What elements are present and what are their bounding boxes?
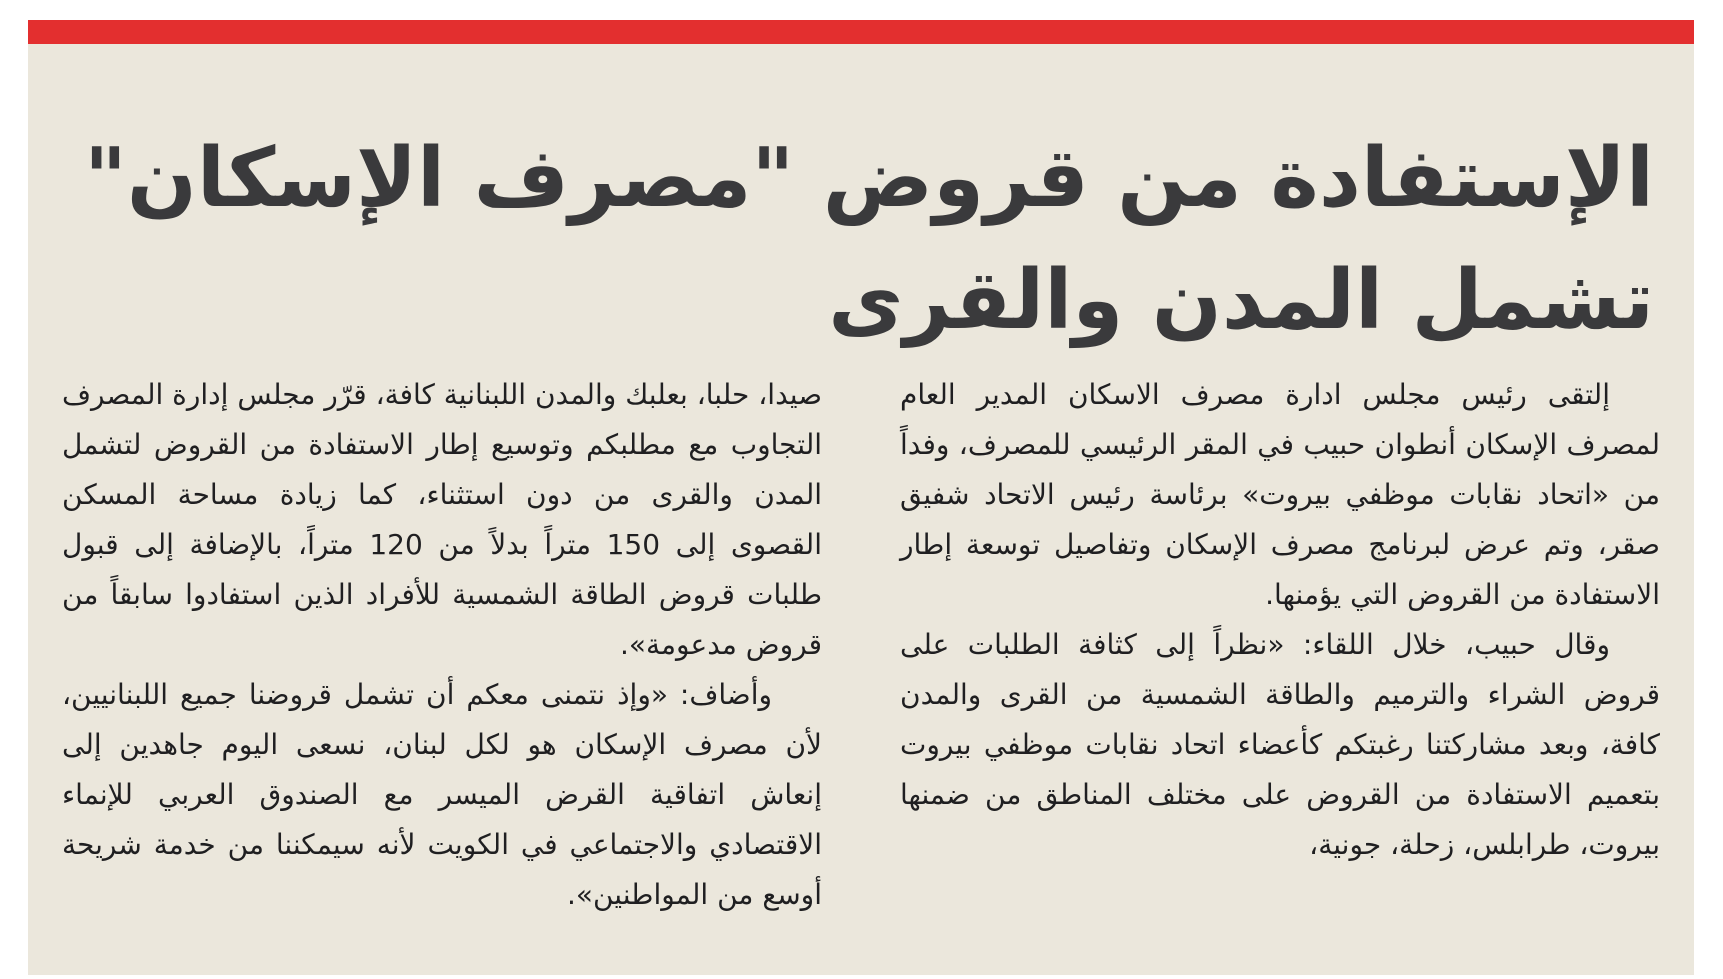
- paragraph: صيدا، حلبا، بعلبك والمدن اللبنانية كافة، قرّر مجلس إدارة المصرف التجاوب مع مطلبكم وتوسيع إطار الاستفادة من القروض لتشمل المدن والقرى من دون استثناء، كما زيادة مساحة المسكن القصوى إلى 150 متراً بدلاً من 120 متراً، بالإضافة إلى قبول طلبات قروض الطاقة الشمسية للأفراد الذين استفادوا سابقاً من قروض مدعومة».: [62, 378, 822, 661]
- column-right: [900, 370, 1660, 950]
- accent-bar: [28, 20, 1694, 44]
- paragraph: وأضاف: «وإذ نتمنى معكم أن تشمل قروضنا جميع اللبنانيين، لأن مصرف الإسكان هو لكل لبنان، نسعى اليوم جاهدين إلى إنعاش اتفاقية القرض الميسر مع الصندوق العربي للإنماء الاقتصادي والاجتماعي في الكويت لأنه سيمكننا من خدمة شريحة أوسع من المواطنين».: [62, 678, 822, 911]
- headline: [84, 118, 1654, 362]
- paragraph: إلتقى رئيس مجلس ادارة مصرف الاسكان المدير العام لمصرف الإسكان أنطوان حبيب في المقر الرئيسي للمصرف، وفداً من «اتحاد نقابات موظفي بيروت» برئاسة رئيس الاتحاد شفيق صقر، وتم عرض لبرنامج مصرف الإسكان وتفاصيل توسعة إطار الاستفادة من القروض التي يؤمنها.: [900, 378, 1660, 611]
- headline-line-1: الإستفادة من قروض "مصرف الإسكان": [84, 131, 1654, 226]
- headline-line-2: تشمل المدن والقرى: [828, 253, 1654, 348]
- paragraph: وقال حبيب، خلال اللقاء: «نظراً إلى كثافة الطلبات على قروض الشراء والترميم والطاقة الشمسية من القرى والمدن كافة، وبعد مشاركتنا رغبتكم كأعضاء اتحاد نقابات موظفي بيروت بتعميم الاستفادة من القروض على مختلف المناطق من ضمنها بيروت، طرابلس، زحلة، جونية،: [900, 628, 1660, 861]
- article-body: [62, 370, 1660, 950]
- column-left: [62, 370, 822, 950]
- newspaper-clipping: [28, 20, 1694, 975]
